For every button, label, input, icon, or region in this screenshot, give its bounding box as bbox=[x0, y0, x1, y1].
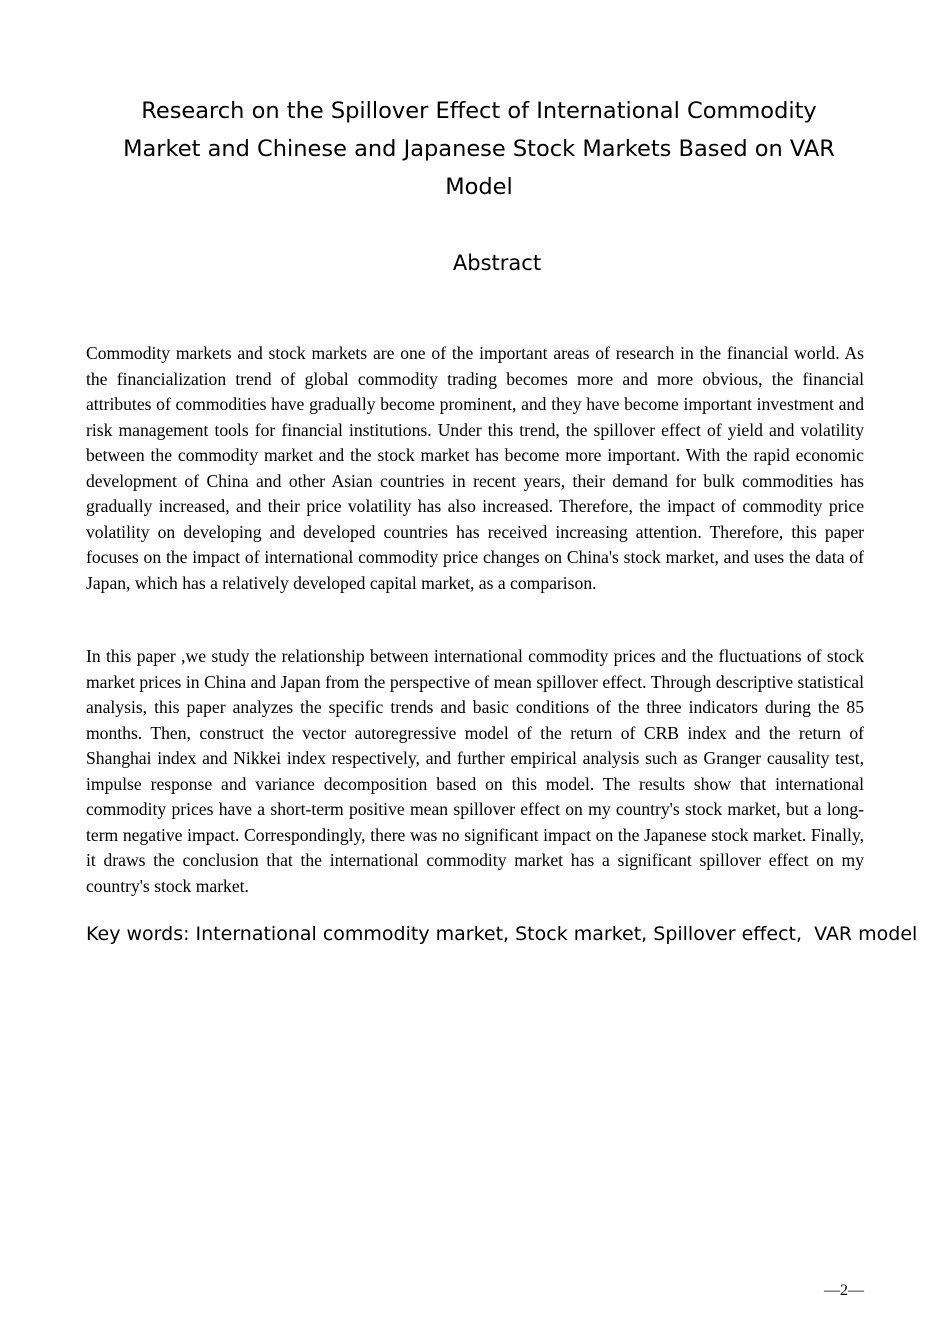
abstract-paragraph-1: Commodity markets and stock markets are one of the important areas of research in the financial world. As the financialization trend of global commodity trading becomes more and more obvious, the financial attributes of commodities have gradually become prominent, and they have become important investment and risk management tools for financial institutions. Under this trend, the spillover effect of yield and volatility between the commodity market and the stock market has become more important. With the rapid economic development of China and other Asian countries in recent years, their demand for bulk commodities has gradually increased, and their price volatility has also increased. Therefore, the impact of commodity price volatility on developing and developed countries has received increasing attention. Therefore, this paper focuses on the impact of international commodity price changes on China's stock market, and uses the data of Japan, which has a relatively developed capital market, as a comparison. bbox=[86, 343, 864, 593]
keywords-line: Key words: International commodity market, Stock market, Spillover effect, VAR model bbox=[86, 923, 918, 945]
abstract-paragraph-2: In this paper ,we study the relationship between international commodity prices and the fluctuations of stock market prices in China and Japan from the perspective of mean spillover effect. Through descriptive statistical analysis, this paper analyzes the specific trends and basic conditions of the three indicators during the 85 months. Then, construct the vector autoregressive model of the return of CRB index and the return of Shanghai index and Nikkei index respectively, and further empirical analysis such as Granger causality test, impulse response and variance decomposition based on this model. The results show that international commodity prices have a short-term positive mean spillover effect on my country's stock market, but a long-term negative impact. Correspondingly, there was no significant impact on the Japanese stock market. Finally, it draws the conclusion that the international commodity market has a significant spillover effect on my country's stock market. bbox=[86, 646, 864, 896]
abstract-heading: Abstract bbox=[452, 251, 542, 275]
page-number: —2— bbox=[824, 1282, 864, 1299]
paper-title: Research on the Spillover Effect of International Commodity Market and Chinese and Japanese Stock Markets Based on VAR Model bbox=[123, 98, 835, 200]
